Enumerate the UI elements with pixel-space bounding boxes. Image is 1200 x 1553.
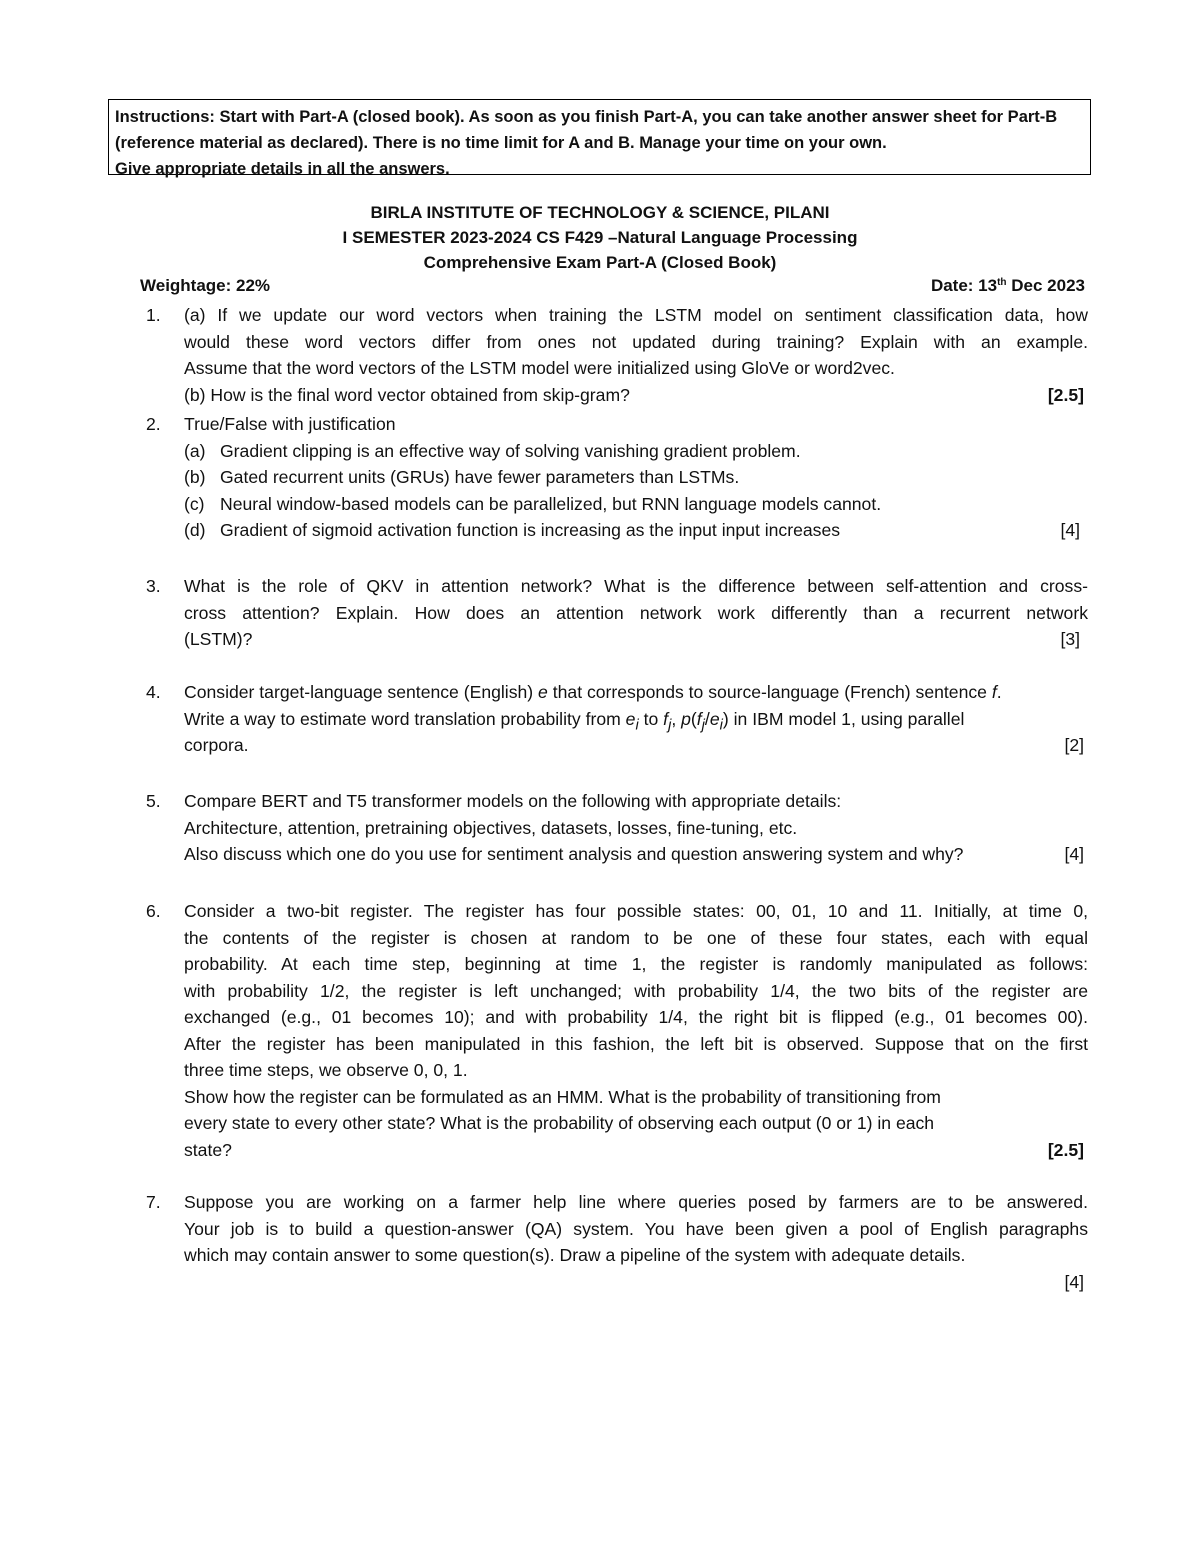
- question-number: 7.: [146, 1192, 161, 1212]
- question-text: Compare BERT and T5 transformer models on the following with appropriate details:: [184, 791, 842, 811]
- question-marks: [4]: [1064, 1271, 1084, 1292]
- question-text: After the register has been manipulated in this fashion, the left bit is observed. Suppose that on the first: [184, 1033, 1088, 1054]
- question-text: with probability 1/2, the register is left unchanged; with probability 1/4, the two bits of the register are: [184, 980, 1088, 1001]
- question-marks: [4]: [1064, 844, 1084, 864]
- question-text: (a) If we update our word vectors when training the LSTM model on sentiment classification data, how: [184, 305, 1088, 325]
- item-label: (a): [184, 440, 206, 461]
- weightage: Weightage: 22%: [140, 276, 271, 295]
- question-text: every state to every other state? What is the probability of observing each output (0 or 1) in each: [184, 1113, 935, 1133]
- question-text: Architecture, attention, pretraining objectives, datasets, losses, fine-tuning, etc.: [184, 817, 798, 838]
- question-marks: [2.5]: [1047, 384, 1084, 405]
- question-text: cross attention? Explain. How does an attention network work differently than a recurrent network: [184, 602, 1088, 623]
- question-number: 3.: [146, 576, 161, 596]
- question-text: Your job is to build a question-answer (QA) system. You have been given a pool of English paragraphs: [184, 1218, 1088, 1239]
- question-text: Neural window-based models can be parallelized, but RNN language models cannot.: [220, 493, 882, 514]
- question-number: 2.: [146, 414, 161, 434]
- question-text: corpora.: [184, 735, 249, 755]
- question-text: exchanged (e.g., 01 becomes 10); and with probability 1/4, the right bit is flipped (e.g., 01 becomes 00).: [184, 1007, 1088, 1027]
- question-text: three time steps, we observe 0, 0, 1.: [184, 1060, 468, 1080]
- question-text: which may contain answer to some question(s). Draw a pipeline of the system with adequate details.: [184, 1245, 966, 1265]
- item-label: (b): [184, 467, 206, 487]
- question-text: probability. At each time step, beginning at time 1, the register is randomly manipulated as follows:: [184, 954, 1088, 974]
- question-text: Gated recurrent units (GRUs) have fewer parameters than LSTMs.: [220, 467, 740, 487]
- question-text: the contents of the register is chosen at random to be one of these four states, each with equal: [184, 927, 1088, 948]
- question-text: state?: [184, 1139, 232, 1160]
- question-marks: [4]: [1060, 520, 1080, 540]
- question-text: Assume that the word vectors of the LSTM model were initialized using GloVe or word2vec.: [184, 358, 895, 378]
- question-text: (b) How is the final word vector obtained from skip-gram?: [184, 384, 630, 405]
- question-text: Suppose you are working on a farmer help line where queries posed by farmers are to be answered.: [184, 1192, 1088, 1212]
- question-text: What is the role of QKV in attention network? What is the difference between self-attention and cross-: [184, 576, 1088, 596]
- exam-title: Comprehensive Exam Part-A (Closed Book): [423, 253, 777, 272]
- question-text: Gradient of sigmoid activation function is increasing as the input input increases: [220, 520, 841, 540]
- question-marks: [2]: [1064, 735, 1084, 755]
- instructions-line: Instructions: Start with Part-A (closed book). As soon as you finish Part-A, you can take another answer sheet for Part-B: [115, 108, 1058, 126]
- question-marks: [3]: [1060, 629, 1080, 649]
- item-label: (c): [184, 493, 205, 514]
- question-text: Consider target-language sentence (English) e that corresponds to source-language (French) sentence f.: [184, 682, 1002, 702]
- course-title: I SEMESTER 2023-2024 CS F429 –Natural Language Processing: [342, 228, 858, 247]
- question-text: would these word vectors differ from ones not updated during training? Explain with an example.: [184, 331, 1088, 352]
- question-text: (LSTM)?: [184, 629, 253, 649]
- question-number: 4.: [146, 682, 161, 702]
- instructions-line: Give appropriate details in all the answers.: [115, 160, 450, 178]
- question-text: Also discuss which one do you use for sentiment analysis and question answering system and why?: [184, 844, 964, 864]
- exam-date: Date: 13th Dec 2023: [930, 276, 1085, 295]
- institute-name: BIRLA INSTITUTE OF TECHNOLOGY & SCIENCE, PILANI: [370, 203, 830, 222]
- item-label: (d): [184, 520, 206, 540]
- instructions-box: [108, 99, 1091, 178]
- instructions-line: (reference material as declared). There is no time limit for A and B. Manage your time on your own.: [115, 134, 887, 152]
- question-number: 6.: [146, 901, 161, 921]
- question-number: 5.: [146, 791, 161, 811]
- question-number: 1.: [146, 305, 161, 325]
- question-text: Show how the register can be formulated as an HMM. What is the probability of transitioning from: [184, 1086, 941, 1107]
- question-marks: [2.5]: [1047, 1139, 1084, 1160]
- question-text: Gradient clipping is an effective way of solving vanishing gradient problem.: [220, 440, 801, 461]
- question-text: True/False with justification: [184, 414, 396, 434]
- question-text: Consider a two-bit register. The register has four possible states: 00, 01, 10 and 11. Initially, at time 0,: [184, 901, 1088, 921]
- question-text: Write a way to estimate word translation probability from $e_i$ to $f_j$, $p(f_j/e_i)$ in IBM model 1, using parallel: [184, 708, 965, 734]
